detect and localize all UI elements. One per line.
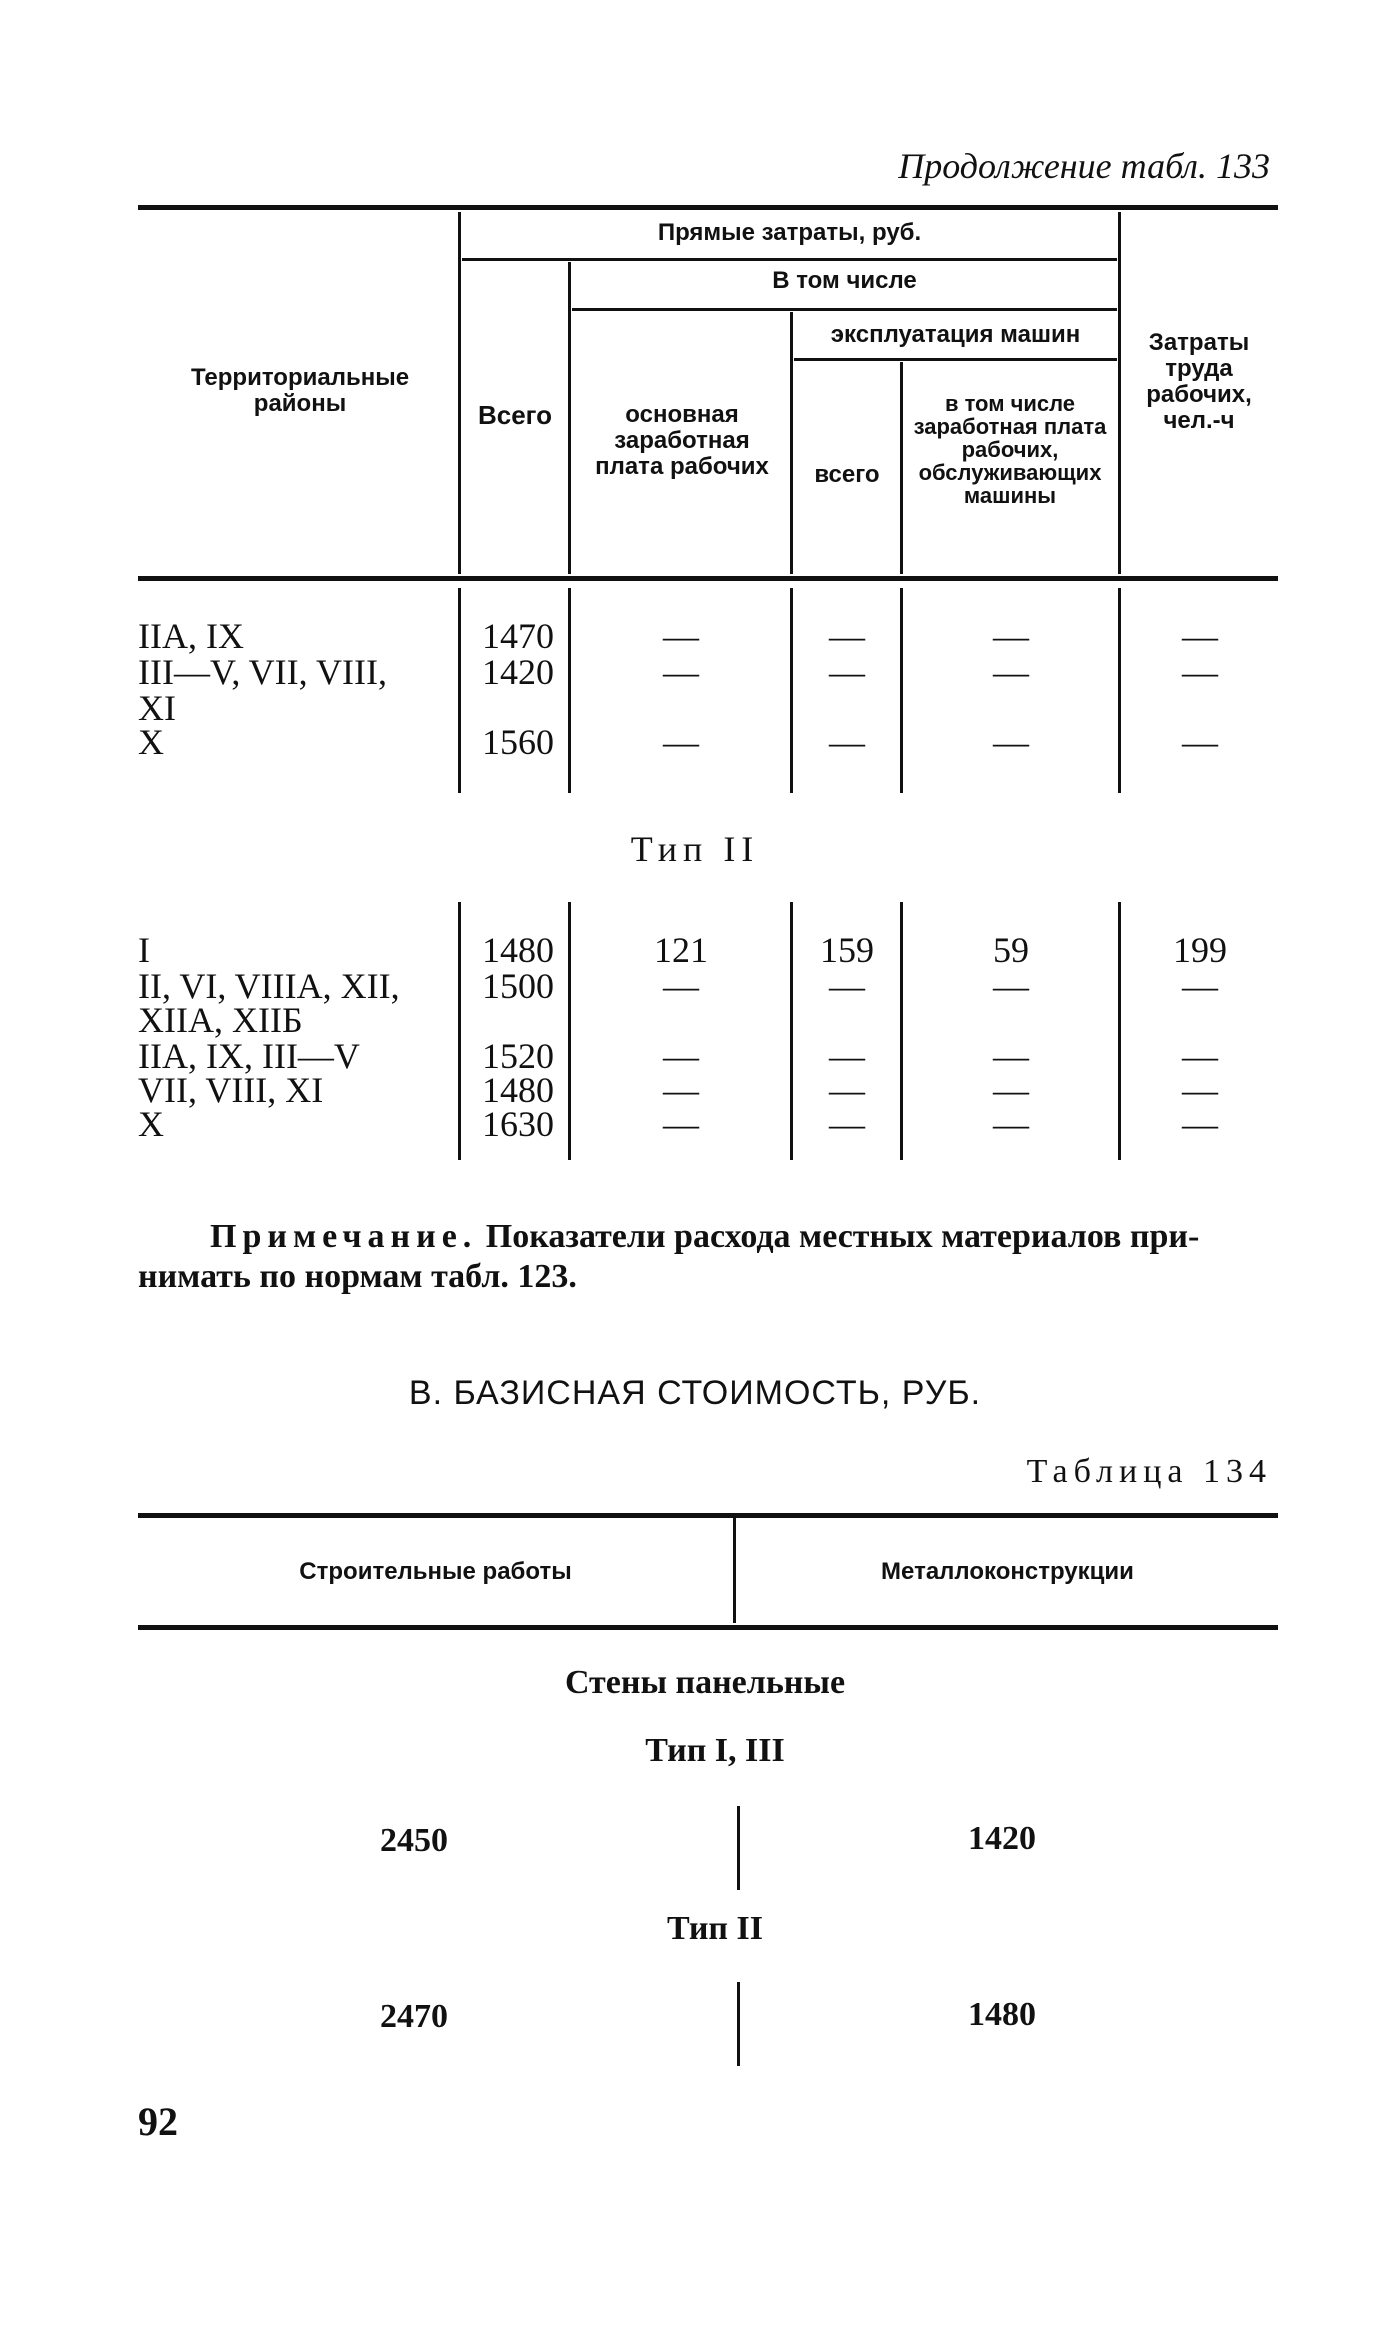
- dash-cell: —: [993, 652, 1029, 692]
- row-label: III—V, VII, VIII,: [138, 652, 387, 692]
- type-ii-title: Тип II: [667, 1910, 763, 1947]
- dash-cell: —: [663, 616, 699, 656]
- header-divider: [790, 312, 793, 574]
- type-ii-title: Тип II: [630, 829, 760, 869]
- column-divider: [458, 588, 461, 793]
- column-divider: [568, 902, 571, 1160]
- header-divider: [733, 1518, 736, 1623]
- dash-cell: —: [829, 1070, 865, 1110]
- type-i-iii-title: Тип I, III: [645, 1732, 785, 1769]
- table-top-rule: [138, 205, 1278, 210]
- dash-cell: —: [993, 722, 1029, 762]
- dash-cell: —: [993, 1070, 1029, 1110]
- header-construction-works: Строительные работы: [299, 1558, 572, 1585]
- dash-cell: —: [1182, 652, 1218, 692]
- header-divider: [900, 362, 903, 574]
- dash-cell: —: [993, 1104, 1029, 1144]
- total-value: 1480: [482, 1070, 554, 1110]
- row-label: VII, VIII, XI: [138, 1070, 324, 1110]
- dash-cell: —: [1182, 1104, 1218, 1144]
- note-text: Показатели расхода местных материалов при-: [485, 1218, 1200, 1255]
- header-direct-costs: Прямые затраты, руб.: [657, 219, 922, 246]
- dash-cell: —: [829, 616, 865, 656]
- construction-value: 2450: [380, 1822, 448, 1859]
- page-number: 92: [138, 2099, 178, 2144]
- total-value: 1560: [482, 722, 554, 762]
- header-machine-wage: в том числе заработная плата рабочих, обслуживающих машины: [913, 391, 1107, 508]
- header-bottom-rule: [138, 576, 1278, 581]
- dash-cell: —: [993, 616, 1029, 656]
- dash-cell: —: [663, 966, 699, 1006]
- construction-value: 2470: [380, 1998, 448, 2035]
- dash-cell: —: [829, 652, 865, 692]
- header-labor: Затраты труда рабочих, чел.-ч: [1146, 329, 1252, 434]
- header-bottom-rule: [138, 1625, 1278, 1630]
- dash-cell: —: [829, 722, 865, 762]
- metal-value: 1480: [968, 1996, 1036, 2033]
- dash-cell: —: [663, 722, 699, 762]
- total-value: 1480: [482, 930, 554, 970]
- note-line-1: [210, 1218, 1199, 1256]
- dash-cell: —: [829, 966, 865, 1006]
- header-territorial: Территориальные районы: [190, 364, 410, 417]
- column-divider: [790, 588, 793, 793]
- column-divider: [568, 588, 571, 793]
- column-divider: [900, 588, 903, 793]
- column-divider: [458, 902, 461, 1160]
- header-machine-total: всего: [814, 461, 880, 488]
- header-divider: [1118, 212, 1121, 574]
- dash-cell: —: [993, 966, 1029, 1006]
- dash-cell: —: [1182, 966, 1218, 1006]
- header-rule: [572, 308, 1117, 311]
- row-label: X: [138, 1104, 164, 1144]
- header-machine-operation: эксплуатация машин: [830, 321, 1081, 348]
- header-rule: [794, 358, 1117, 361]
- dash-cell: —: [663, 652, 699, 692]
- header-including: В том числе: [772, 267, 917, 294]
- table-top-rule: [138, 1513, 1278, 1518]
- total-value: 1420: [482, 652, 554, 692]
- table-caption: Таблица 134: [1026, 1453, 1272, 1490]
- row-label: IIA, IX, III—V: [138, 1036, 360, 1076]
- header-base-wage: основная заработная плата рабочих: [595, 401, 769, 480]
- dash-cell: —: [663, 1070, 699, 1110]
- dash-cell: —: [663, 1036, 699, 1076]
- group-title: Стены панельные: [564, 1664, 846, 1701]
- base-wage-value: 121: [654, 930, 708, 970]
- column-divider: [790, 902, 793, 1160]
- dash-cell: —: [1182, 616, 1218, 656]
- column-divider: [1118, 588, 1121, 793]
- total-value: 1470: [482, 616, 554, 656]
- dash-cell: —: [829, 1036, 865, 1076]
- note-title: Примечание.: [210, 1218, 478, 1255]
- total-value: 1500: [482, 966, 554, 1006]
- header-total: Всего: [477, 400, 553, 430]
- column-divider: [737, 1982, 740, 2066]
- row-label: II, VI, VIIIA, XII,: [138, 966, 400, 1006]
- column-divider: [900, 902, 903, 1160]
- dash-cell: —: [663, 1104, 699, 1144]
- machine-total-value: 159: [820, 930, 874, 970]
- total-value: 1520: [482, 1036, 554, 1076]
- column-divider: [1118, 902, 1121, 1160]
- row-label: IIA, IX: [138, 616, 244, 656]
- note-line-2: нимать по нормам табл. 123.: [138, 1258, 577, 1295]
- row-label: X: [138, 722, 164, 762]
- header-divider: [568, 262, 571, 574]
- dash-cell: —: [1182, 1070, 1218, 1110]
- labor-value: 199: [1173, 930, 1227, 970]
- metal-value: 1420: [968, 1820, 1036, 1857]
- dash-cell: —: [1182, 722, 1218, 762]
- total-value: 1630: [482, 1104, 554, 1144]
- header-divider: [458, 212, 461, 574]
- dash-cell: —: [993, 1036, 1029, 1076]
- column-divider: [737, 1806, 740, 1890]
- row-label: I: [138, 930, 150, 970]
- header-rule: [462, 258, 1117, 261]
- section-heading: В. БАЗИСНАЯ СТОИМОСТЬ, РУБ.: [408, 1374, 982, 1412]
- row-label: XIIA, XIIБ: [138, 1000, 303, 1040]
- dash-cell: —: [829, 1104, 865, 1144]
- running-head: Продолжение табл. 133: [898, 146, 1270, 186]
- header-metal-structures: Металлоконструкции: [881, 1558, 1134, 1585]
- dash-cell: —: [1182, 1036, 1218, 1076]
- row-label: XI: [138, 688, 176, 728]
- machine-wage-value: 59: [993, 930, 1029, 970]
